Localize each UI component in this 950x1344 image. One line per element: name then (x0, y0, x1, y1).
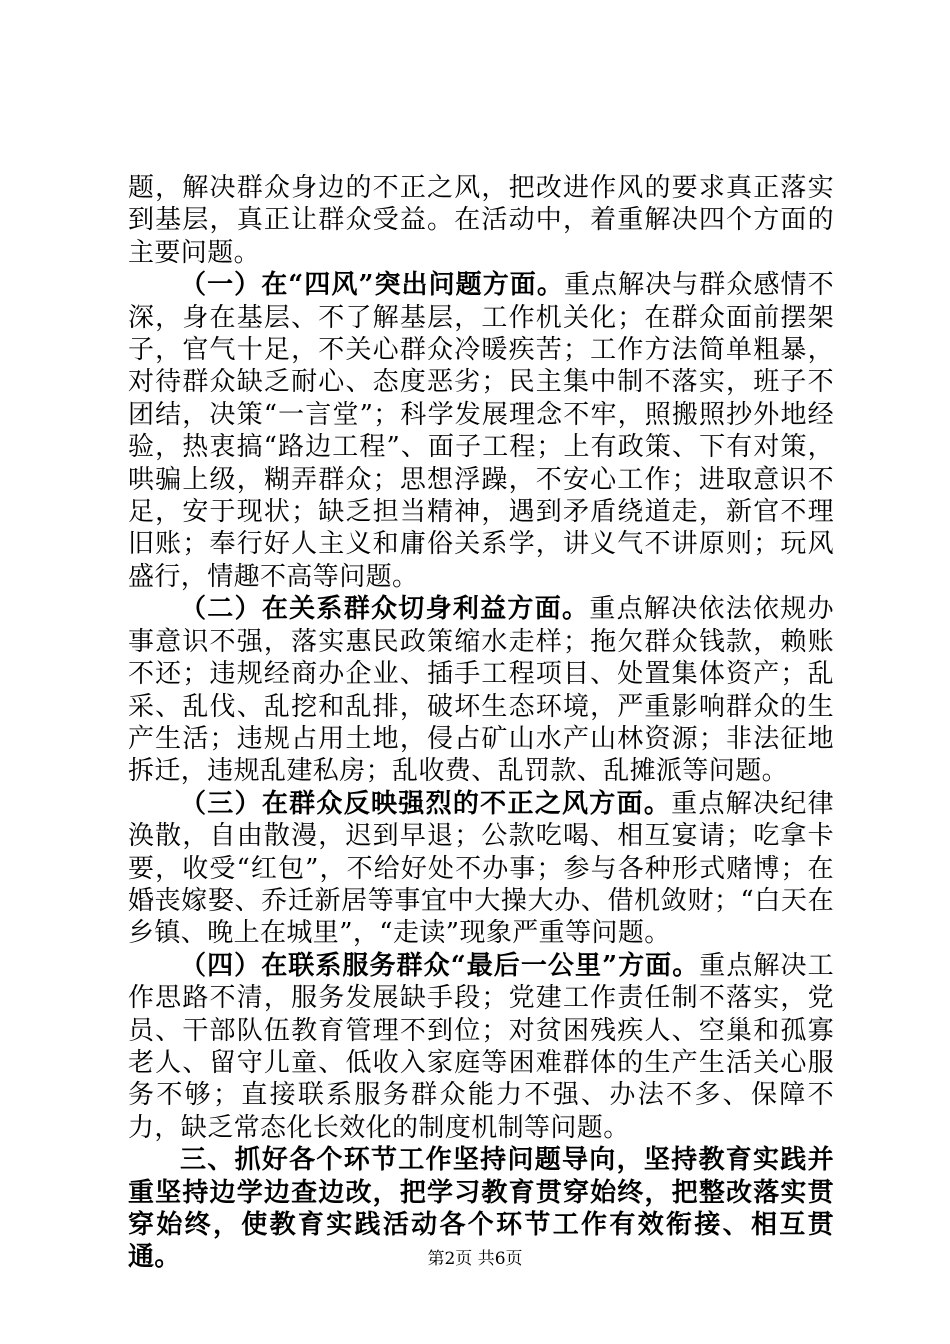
paragraph-item-2 (128, 593, 834, 787)
paragraph-lead: （一）在“四风”突出问题方面。 (180, 270, 564, 301)
paragraph-item-1 (128, 269, 834, 593)
paragraph-text: 重点解决工作思路不清，服务发展缺手段；党建工作责任制不落实，党员、干部队伍教育管理不到位；对贫困残疾人、空巢和孤寡老人、留守儿童、低收入家庭等困难群体的生产生活关心服务不够；直接联系服务群众能力不强、办法不多、保障不力，缺乏常态化长效化的制度机制等问题。 (128, 950, 834, 1143)
paragraph-text: 重点解决依法依规办事意识不强，落实惠民政策缩水走样；拖欠群众钱款，赖账不还；违规经商办企业、插手工程项目、处置集体资产；乱采、乱伐、乱挖和乱排，破坏生态环境，严重影响群众的生产生活；违规占用土地，侵占矿山水产山林资源；非法征地拆迁，违规乱建私房；乱收费、乱罚款、乱摊派等问题。 (128, 594, 834, 787)
paragraph-intro (128, 172, 834, 269)
document-body (128, 172, 834, 1274)
paragraph-text: 重点解决纪律涣散，自由散漫，迟到早退；公款吃喝、相互宴请；吃拿卡要，收受“红包”，不给好处不办事；参与各种形式赌博；在婚丧嫁娶、乔迁新居等事宜中大操大办、借机敛财；“白天在乡镇、晚上在城里”，“走读”现象严重等问题。 (128, 788, 835, 949)
paragraph-lead: （二）在关系群众切身利益方面。 (180, 594, 590, 625)
section-heading: 三、抓好各个环节工作坚持问题导向，坚持教育实践并重坚持边学边查边改，把学习教育贯穿始终，把整改落实贯穿始终，使教育实践活动各个环节工作有效衔接、相互贯通。 (128, 1145, 834, 1273)
paragraph-item-3 (128, 788, 834, 950)
paragraph-lead: （三）在群众反映强烈的不正之风方面。 (180, 788, 672, 819)
paragraph-item-4 (128, 950, 834, 1144)
paragraph-text: 重点解决与群众感情不深，身在基层、不了解基层，工作机关化；在群众面前摆架子，官气十足，不关心群众冷暖疾苦；工作方法简单粗暴，对待群众缺乏耐心、态度恶劣；民主集中制不落实，班子不团结，决策“一言堂”；科学发展理念不牢，照搬照抄外地经验，热衷搞“路边工程”、面子工程；上有政策、下有对策，哄骗上级，糊弄群众；思想浮躁，不安心工作；进取意识不足，安于现状；缺乏担当精神，遇到矛盾绕道走，新官不理旧账；奉行好人主义和庸俗关系学，讲义气不讲原则；玩风盛行，情趣不高等问题。 (128, 270, 834, 592)
paragraph-lead: （四）在联系服务群众“最后一公里”方面。 (180, 950, 700, 981)
paragraph-text: 题，解决群众身边的不正之风，把改进作风的要求真正落实到基层，真正让群众受益。在活动中，着重解决四个方面的主要问题。 (128, 173, 834, 268)
page-number: 第2页 共6页 (427, 1249, 523, 1269)
